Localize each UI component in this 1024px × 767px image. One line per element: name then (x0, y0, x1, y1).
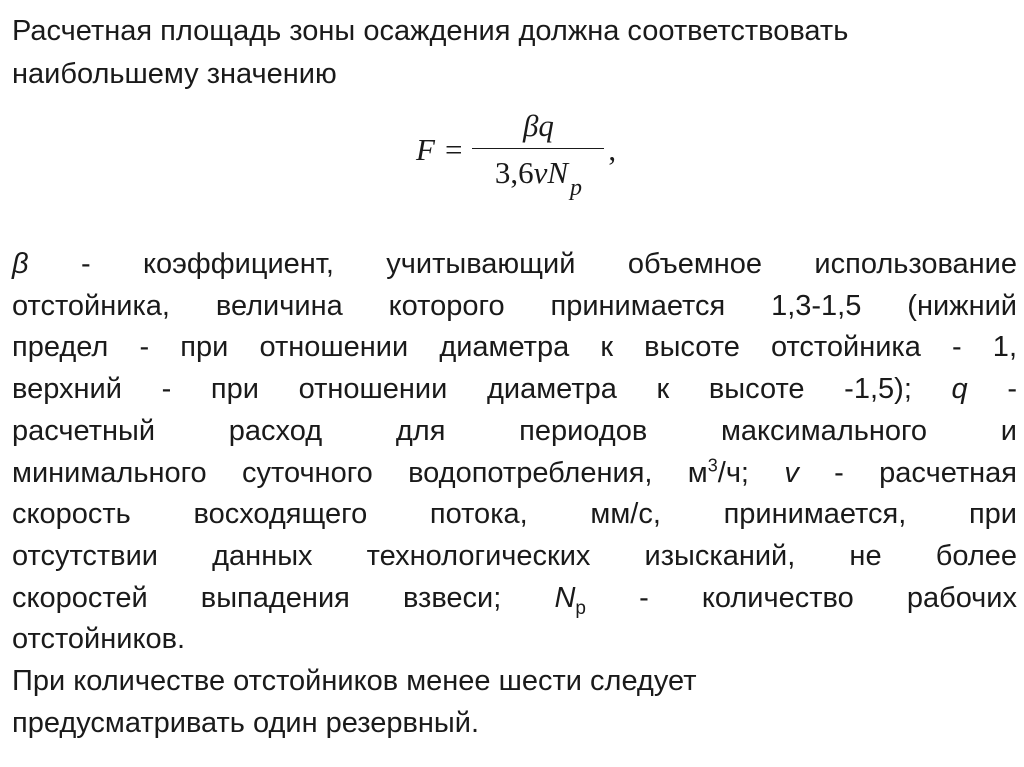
flow-unit: /ч; (717, 456, 749, 489)
denominator-v: v (533, 155, 548, 190)
desc-line-1 (12, 244, 1017, 286)
formula-denominator (494, 149, 583, 201)
formula-lhs: F (416, 131, 435, 167)
v-symbol: v (784, 456, 799, 489)
desc-line-4-text: верхний - при отношении диаметра к высоте -1,5); (12, 373, 912, 406)
desc-line-4 (12, 369, 1017, 411)
desc-line-8: отсутствии данных технологических изысканий, не более (12, 539, 1017, 572)
beta-symbol: β (12, 248, 29, 280)
desc-line-5: расчетный расход для периодов максимального и (12, 414, 1017, 447)
formula-comma: , (608, 131, 617, 167)
desc-line-6-tail: - расчетная (798, 456, 1018, 489)
variable-descriptions (12, 244, 1017, 744)
desc-line-9-text: скоростей выпадения взвеси; (12, 581, 502, 614)
formula-equals: = (444, 131, 463, 167)
desc-line-7: скорость восходящего потока, мм/с, принимается, при (12, 498, 1017, 531)
np-symbol (554, 581, 586, 619)
formula-fraction (472, 108, 604, 201)
q-symbol: q (951, 373, 968, 406)
p-subscript: р (575, 597, 586, 619)
denominator-coefficient: 3,6 (494, 155, 534, 190)
denominator-subscript: p (570, 175, 583, 201)
denominator-n: N (547, 155, 569, 190)
desc-line-12: предусматривать один резервный. (12, 706, 480, 739)
intro-paragraph (12, 10, 1012, 96)
intro-line-1: Расчетная площадь зоны осаждения должна соответствовать (12, 15, 849, 47)
desc-line-9-tail: - количество рабочих (585, 581, 1017, 614)
desc-line-3: предел - при отношении диаметра к высоте отстойника - 1, (12, 331, 1017, 364)
desc-line-4-tail: - (967, 373, 1018, 406)
intro-line-2: наибольшему значению (12, 58, 337, 90)
desc-line-10: отстойников. (12, 623, 186, 656)
desc-line-9 (12, 578, 1017, 620)
area-formula (416, 108, 617, 201)
desc-line-6 (12, 453, 1017, 495)
desc-line-11: При количестве отстойников менее шести следует (12, 665, 697, 698)
n-symbol: N (554, 581, 576, 614)
desc-line-2: отстойника, величина которого принимается 1,3-1,5 (нижний (12, 289, 1017, 322)
desc-line-1-text: - коэффициент, учитывающий объемное использование (28, 248, 1017, 280)
desc-line-6-text: минимального суточного водопотребления, м (12, 456, 708, 489)
formula-numerator: βq (522, 108, 554, 143)
cubic-superscript: 3 (707, 454, 718, 475)
